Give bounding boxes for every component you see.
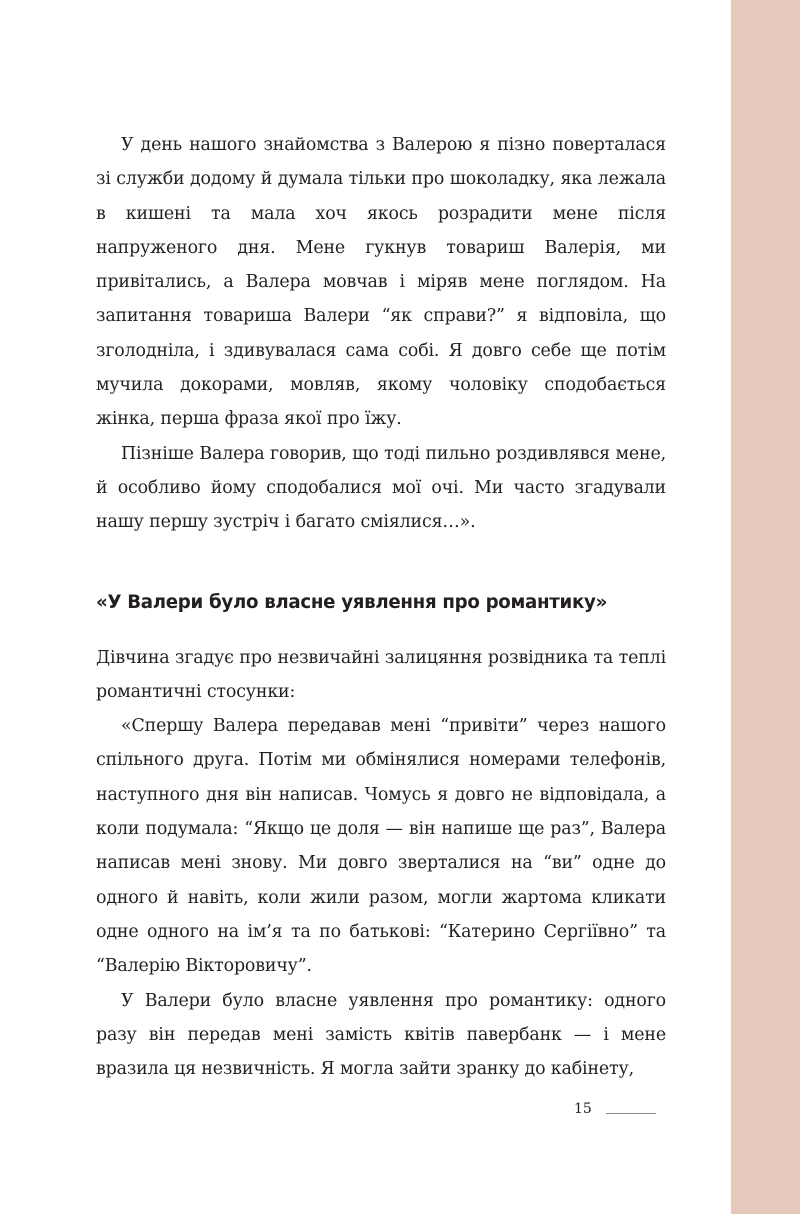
section-heading: «У Валери було власне уявлення про романтику»	[96, 591, 608, 613]
paragraph-first-meeting: У день нашого знайомства з Валерою я пізно поверталася зі служби додому й думала тільки про шоколадку, яка лежала в кишені та мала хоч якось розрадити мене після напруженого дня. Мене гукнув товариш Валерія, ми привітались, а Валера мовчав і міряв мене поглядом. На запитання товариша Валери “як справи?” я відповіла, що зголодніла, і здивувалася сама собі. Я довго себе ще потім мучила докорами, мовляв, якому чоловіку сподобається жінка, перша фраза якої про їжу.	[96, 135, 666, 430]
paragraph-eyes: Пізніше Валера говорив, що тоді пильно роздивлявся мене, й особливо йому сподобалися мої очі. Ми часто згадували нашу першу зустріч і багато сміялися…».	[96, 443, 666, 533]
paragraph-intro: Дівчина згадує про незвичайні залицяння розвідника та теплі романтичні стосунки:	[96, 647, 666, 702]
paragraph-greetings: «Спершу Валера передавав мені “привіти” через нашого спільного друга. Потім ми обмінялися номерами телефонів, наступного дня він написав. Чомусь я довго не відповідала, а коли подумала: “Якщо це доля — він напише ще раз”, Валера написав мені знову. Ми довго зверталися на “ви” одне до одного й навіть, коли жили разом, могли жартома кликати одне одного на ім’я та по батькові: “Катерино Сергіївно” та “Валерію Вікторовичу”.	[96, 716, 666, 977]
page-number: 15	[574, 1101, 592, 1117]
page-body	[96, 128, 666, 1086]
paragraph-romance: У Валери було власне уявлення про романтику: одного разу він передав мені замість квітів павербанк — і мене вразила ця незвичність. Я могла зайти зранку до кабінету,	[96, 990, 666, 1080]
footer-rule	[606, 1113, 656, 1114]
page-footer	[574, 1099, 656, 1119]
side-color-band	[731, 0, 800, 1214]
